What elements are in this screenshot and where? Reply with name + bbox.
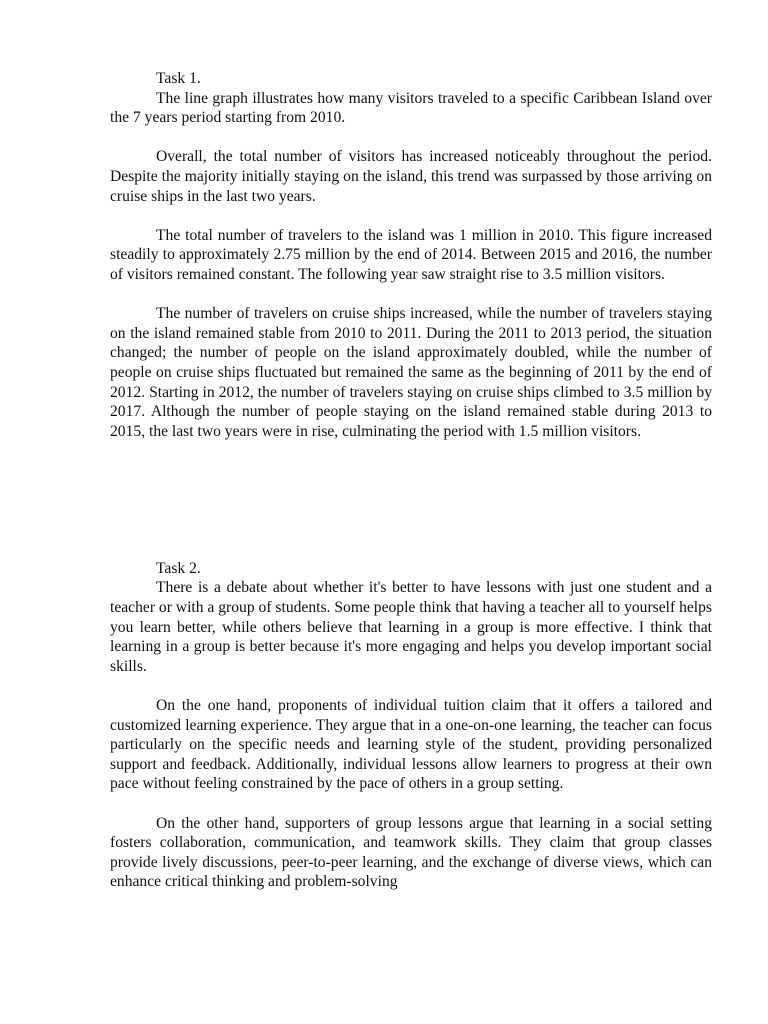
task1-paragraph-1: The line graph illustrates how many visitors traveled to a specific Caribbean Island over the 7 years period starting from 2010. [110,89,712,127]
task1-section [110,69,712,441]
task2-heading: Task 2. [156,559,201,577]
document-page [110,69,712,912]
section-spacer [110,461,712,559]
task2-paragraph-2: On the one hand, proponents of individual tuition claim that it offers a tailored and customized learning experience. They argue that in a one-on-one learning, the teacher can focus particularly on the specific needs and learning style of the student, providing personalized support and feedback. Additionally, individual lessons allow learners to progress at their own pace without feeling constrained by the pace of others in a group setting. [110,697,712,793]
task2-paragraph-1: There is a debate about whether it's better to have lessons with just one student and a teacher or with a group of students. Some people think that having a teacher all to yourself helps you learn better, while others believe that learning in a group is more effective. I think that learning in a group is better because it's more engaging and helps you develop important social skills. [110,579,712,675]
task1-paragraph-3: The total number of travelers to the island was 1 million in 2010. This figure increased steadily to approximately 2.75 million by the end of 2014. Between 2015 and 2016, the number of visitors remained constant. The following year saw straight rise to 3.5 million visitors. [110,226,712,283]
task1-heading: Task 1. [156,70,201,87]
task1-paragraph-2: Overall, the total number of visitors has increased noticeably throughout the period. Despite the majority initially staying on the island, this trend was surpassed by those arriving on cruise ships in the last two years. [110,148,712,205]
task2-paragraph-3: On the other hand, supporters of group lessons argue that learning in a social setting fosters collaboration, communication, and teamwork skills. They claim that group classes provide lively discussions, peer-to-peer learning, and the exchange of diverse views, which can enhance critical thinking and problem-solving [110,814,712,891]
task2-section [110,559,712,892]
task1-paragraph-4: The number of travelers on cruise ships increased, while the number of travelers staying on the island remained stable from 2010 to 2011. During the 2011 to 2013 period, the situation changed; the number of people on the island approximately doubled, while the number of people on cruise ships fluctuated but remained the same as the beginning of 2011 by the end of 2012. Starting in 2012, the number of travelers staying on cruise ships climbed to 3.5 million by 2017. Although the number of people staying on the island remained stable during 2013 to 2015, the last two years were in rise, culminating the period with 1.5 million visitors. [110,305,712,440]
